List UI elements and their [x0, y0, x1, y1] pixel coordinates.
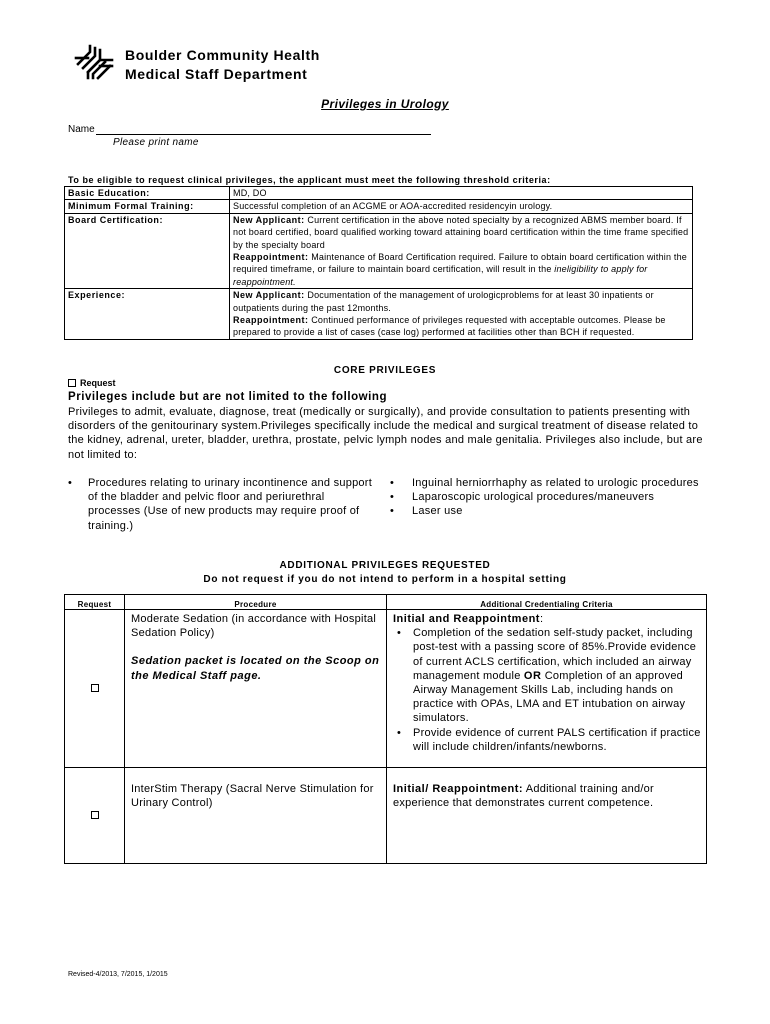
- exp-reapp-label: Reappointment:: [233, 315, 309, 326]
- board-reapp-label: Reappointment:: [233, 252, 309, 263]
- org-line-1: Boulder Community Health: [125, 47, 320, 63]
- board-reapp-italic: ineligibility to apply for reappointment.: [233, 264, 648, 287]
- bullet1-part-b: Completion of an approved Airway Management Skills Lab, including hands on practice with OPAs, LMA and ET intubation on airway simulators.: [413, 669, 686, 725]
- core-bullets-right: [390, 476, 710, 519]
- procedure-cell: [125, 610, 387, 768]
- basic-education-label: Basic Education:: [65, 187, 230, 200]
- criteria-heading-suffix: :: [539, 613, 544, 625]
- bullet-icon: •: [397, 726, 402, 739]
- exp-new-text: Documentation of the management of urologicproblems for at least 30 inpatients or outpatients during the past 12months.: [233, 290, 654, 313]
- list-item-text: [413, 626, 702, 725]
- board-new-label: New Applicant:: [233, 214, 305, 225]
- name-row: [68, 124, 431, 135]
- privileges-heading: Privileges include but are not limited to the following: [68, 391, 388, 403]
- table-row: [65, 289, 693, 340]
- col-request: Request: [65, 595, 125, 610]
- list-item: [390, 504, 710, 518]
- table-row: [65, 213, 693, 288]
- bullet-icon: •: [390, 491, 395, 504]
- board-label: Board Certification:: [65, 213, 230, 288]
- list-item: [393, 626, 702, 725]
- core-request-row: [68, 378, 116, 388]
- privileges-description: Privileges to admit, evaluate, diagnose, treat (medically or surgically), and provide consultation to patients presenting with disorders of the genitourinary system.Privileges specifically include the medical and surgical treatment of disease related to the kidney, adrenal, ureter, bladder, urethra, prostate, pelvic lymph nodes and male genitalia. Privileges also include, but are not limited to:: [68, 406, 703, 461]
- additional-privileges-heading: [0, 559, 770, 587]
- core-bullets-left: [68, 476, 378, 533]
- org-name: [125, 46, 320, 84]
- board-reapp-text: Maintenance of Board Certification required. Failure to obtain board certification within the required timeframe, or failure to maintain board certification, will result in the: [233, 252, 687, 275]
- request-cell: [65, 610, 125, 768]
- criteria-cell: [387, 610, 707, 768]
- procedure-cell: [125, 768, 387, 864]
- training-value: Successful completion of an ACGME or AOA-accredited residencyin urology.: [230, 200, 693, 213]
- bch-logo-icon: [74, 44, 114, 80]
- sedation-request-checkbox[interactable]: [91, 684, 99, 692]
- list-item-text: Inguinal herniorrhaphy as related to urologic procedures: [412, 477, 699, 489]
- core-request-label: Request: [80, 378, 116, 388]
- bullet-icon: •: [390, 505, 395, 518]
- procedure-name: InterStim Therapy (Sacral Nerve Stimulation for Urinary Control): [131, 783, 374, 810]
- col-procedure: Procedure: [125, 595, 387, 610]
- table-header-row: [65, 595, 707, 610]
- col-criteria: Additional Credentialing Criteria: [387, 595, 707, 610]
- experience-value: [230, 289, 693, 340]
- request-cell: [65, 768, 125, 864]
- list-item-text: Laser use: [412, 505, 463, 518]
- name-hint: Please print name: [113, 137, 199, 148]
- additional-heading-1: ADDITIONAL PRIVILEGES REQUESTED: [279, 560, 491, 571]
- bullet-icon: •: [68, 477, 73, 489]
- criteria-heading: Initial/ Reappointment:: [393, 783, 524, 795]
- procedure-name: Moderate Sedation (in accordance with Hospital Sedation Policy): [131, 613, 377, 640]
- bullet-icon: •: [397, 627, 402, 640]
- name-field[interactable]: [96, 124, 431, 135]
- list-item: [393, 726, 702, 754]
- table-row: [65, 187, 693, 200]
- table-row: [65, 768, 707, 864]
- basic-education-value: MD, DO: [230, 187, 693, 200]
- criteria-heading: Initial and Reappointment: [393, 613, 540, 625]
- additional-heading-2: Do not request if you do not intend to perform in a hospital setting: [203, 574, 567, 585]
- bullet1-part-a: Completion of the sedation self-study packet, including post-test with a passing score of 85%.Provide evidence of current ACLS certification, which included an airway management module: [413, 627, 697, 682]
- eligibility-statement: To be eligible to request clinical privileges, the applicant must meet the following threshold criteria:: [68, 175, 551, 185]
- list-item: [68, 476, 378, 533]
- interstim-request-checkbox[interactable]: [91, 811, 99, 819]
- bullet-icon: •: [390, 477, 395, 489]
- exp-new-label: New Applicant:: [233, 290, 305, 301]
- core-request-checkbox[interactable]: [68, 379, 76, 387]
- training-label: Minimum Formal Training:: [65, 200, 230, 213]
- criteria-table: [64, 186, 693, 340]
- list-item-text: Laparoscopic urological procedures/maneuvers: [412, 491, 655, 504]
- experience-label: Experience:: [65, 289, 230, 340]
- exp-reapp-text: Continued performance of privileges requested with acceptable outcomes. Please be prepared to provide a list of cases (case log) performed at facilities other than BCH if requested.: [233, 315, 666, 338]
- org-line-2: Medical Staff Department: [125, 66, 308, 82]
- list-item: [390, 476, 710, 490]
- procedure-note: Sedation packet is located on the Scoop on the Medical Staff page.: [131, 655, 380, 682]
- core-privileges-heading: CORE PRIVILEGES: [333, 365, 437, 376]
- list-item-text: Provide evidence of current PALS certification if practice will include children/infants/newborns.: [413, 726, 701, 753]
- list-item: [390, 490, 710, 504]
- additional-privileges-table: [64, 594, 707, 864]
- criteria-text: Additional training and/or experience that demonstrates current competence.: [393, 783, 654, 810]
- board-value: [230, 213, 693, 288]
- criteria-cell: [387, 768, 707, 864]
- table-row: [65, 610, 707, 768]
- name-label: Name: [68, 124, 95, 135]
- board-new-text: Current certification in the above noted specialty by a recognized ABMS member board. If not board certified, board qualified working toward attaining board certification within the time frame specified by the specialty board: [233, 214, 689, 250]
- table-row: [65, 200, 693, 213]
- document-title: Privileges in Urology: [321, 97, 449, 111]
- list-item-text: Procedures relating to urinary incontinence and support of the bladder and pelvic floor and periurethral processes (Use of new products may require proof of training.): [88, 477, 373, 532]
- bullet1-or: OR: [523, 669, 542, 682]
- revision-footer: Revised-4/2013, 7/2015, 1/2015: [68, 971, 168, 978]
